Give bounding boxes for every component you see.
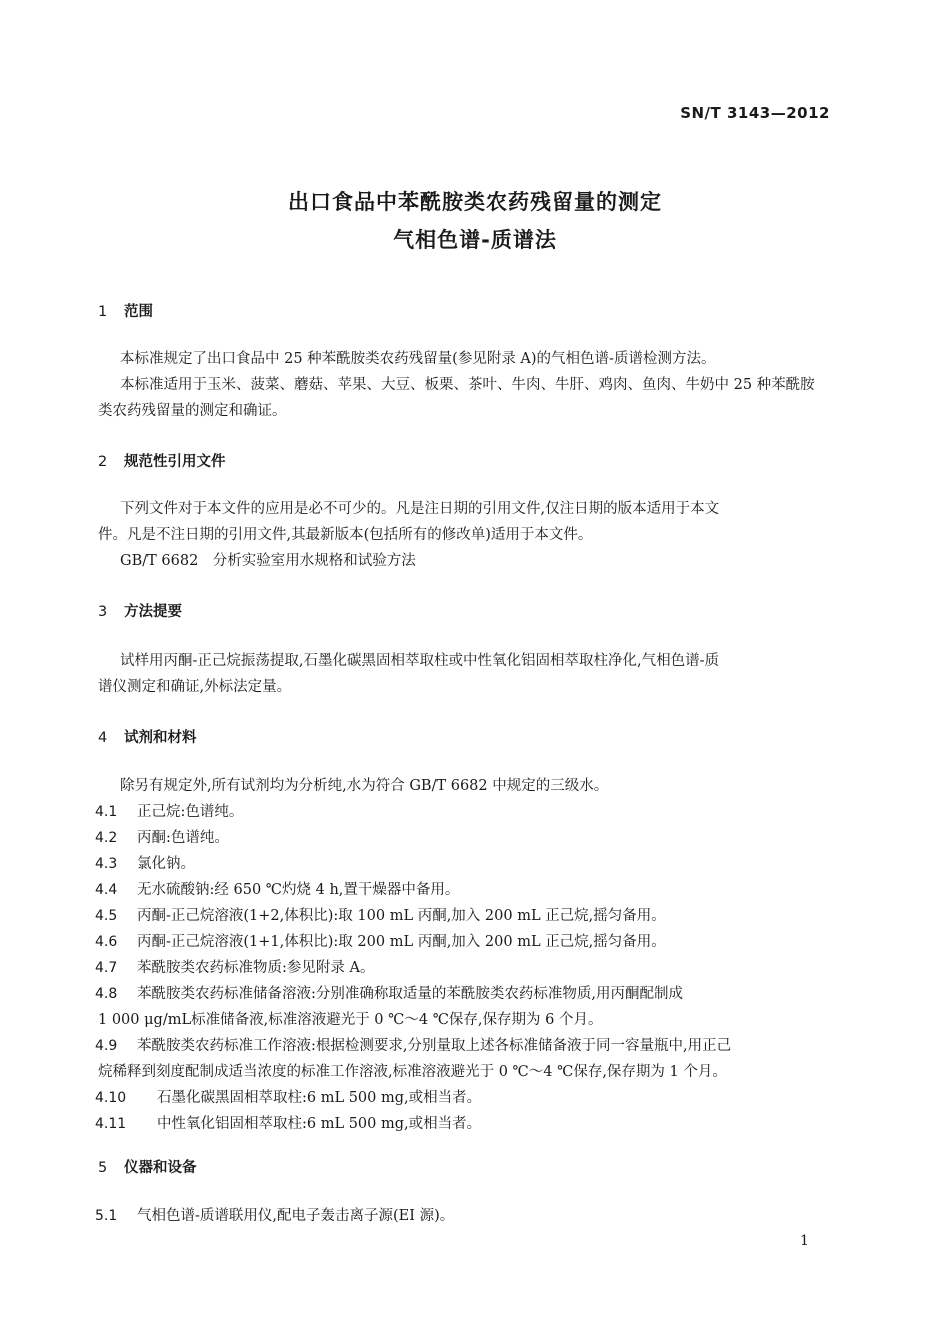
page-number: 1 (800, 1233, 809, 1249)
list-item (95, 955, 374, 981)
item-text: 中性氧化铝固相萃取柱:6 mL 500 mg,或相当者。 (157, 1116, 482, 1132)
section-number: 3 (98, 604, 108, 620)
standard-number: SN/T 3143—2012 (680, 104, 830, 122)
document-title: 出口食品中苯酰胺类农药残留量的测定 (288, 190, 662, 214)
list-item (95, 903, 666, 929)
list-item (95, 825, 229, 851)
section-heading-1 (98, 300, 153, 321)
item-text: 正己烷:色谱纯。 (137, 804, 244, 820)
section-title: 范围 (124, 304, 153, 320)
section-number: 2 (98, 454, 108, 470)
item-number: 4.9 (95, 1038, 118, 1054)
item-text: 苯酰胺类农药标准工作溶液:根据检测要求,分别量取上述各标准储备液于同一容量瓶中,用正己 (137, 1038, 732, 1054)
item-number: 5.1 (95, 1208, 118, 1224)
paragraph-continuation: 类农药残留量的测定和确证。 (98, 403, 287, 419)
list-item-continuation: 烷稀释到刻度配制成适当浓度的标准工作溶液,标准溶液避光于 0 ℃～4 ℃保存,保存期为 1 个月。 (98, 1064, 727, 1080)
item-text: 苯酰胺类农药标准储备溶液:分别准确称取适量的苯酰胺类农药标准物质,用丙酮配制成 (137, 986, 683, 1002)
paragraph: 试样用丙酮-正己烷振荡提取,石墨化碳黑固相萃取柱或中性氧化铝固相萃取柱净化,气相色谱-质 (120, 653, 720, 669)
section-heading-2 (98, 450, 226, 471)
item-number: 4.3 (95, 856, 118, 872)
paragraph-continuation: 件。凡是不注日期的引用文件,其最新版本(包括所有的修改单)适用于本文件。 (98, 527, 593, 543)
item-text: 石墨化碳黑固相萃取柱:6 mL 500 mg,或相当者。 (157, 1090, 482, 1106)
section-heading-4 (98, 726, 197, 747)
item-number: 4.1 (95, 804, 118, 820)
item-number: 4.5 (95, 908, 118, 924)
paragraph: 本标准适用于玉米、菠菜、蘑菇、苹果、大豆、板栗、茶叶、牛肉、牛肝、鸡肉、鱼肉、牛奶中 25 种苯酰胺 (120, 377, 815, 393)
list-item (95, 929, 666, 955)
normative-reference: GB/T 6682 分析实验室用水规格和试验方法 (120, 553, 416, 569)
item-text: 无水硫酸钠:经 650 ℃灼烧 4 h,置干燥器中备用。 (137, 882, 460, 898)
list-item (95, 1203, 454, 1229)
item-text: 丙酮:色谱纯。 (137, 830, 229, 846)
item-text: 苯酰胺类农药标准物质:参见附录 A。 (137, 960, 375, 976)
section-number: 5 (98, 1160, 108, 1176)
item-text: 氯化钠。 (137, 856, 195, 872)
item-number: 4.4 (95, 882, 118, 898)
list-item (95, 799, 243, 825)
item-text: 丙酮-正己烷溶液(1+1,体积比):取 200 mL 丙酮,加入 200 mL 正己烷,摇匀备用。 (137, 934, 666, 950)
section-number: 4 (98, 730, 108, 746)
item-number: 4.8 (95, 986, 118, 1002)
list-item (95, 851, 195, 877)
item-number: 4.11 (95, 1116, 127, 1132)
section-number: 1 (98, 304, 108, 320)
item-number: 4.7 (95, 960, 118, 976)
item-text: 丙酮-正己烷溶液(1+2,体积比):取 100 mL 丙酮,加入 200 mL 正己烷,摇匀备用。 (137, 908, 666, 924)
list-item (95, 1033, 731, 1059)
list-item-continuation: 1 000 μg/mL标准储备液,标准溶液避光于 0 ℃～4 ℃保存,保存期为 6 个月。 (98, 1012, 603, 1028)
section-title: 试剂和材料 (124, 730, 197, 746)
section-heading-3 (98, 600, 182, 621)
list-item (95, 981, 683, 1007)
paragraph-continuation: 谱仪测定和确证,外标法定量。 (98, 679, 292, 695)
item-number: 4.2 (95, 830, 118, 846)
list-item (95, 1111, 481, 1137)
section-title: 仪器和设备 (124, 1160, 197, 1176)
item-number: 4.10 (95, 1090, 127, 1106)
section-title: 方法提要 (124, 604, 182, 620)
list-item (95, 877, 459, 903)
section-heading-5 (98, 1156, 197, 1177)
paragraph: 除另有规定外,所有试剂均为分析纯,水为符合 GB/T 6682 中规定的三级水。 (120, 778, 609, 794)
paragraph: 下列文件对于本文件的应用是必不可少的。凡是注日期的引用文件,仅注日期的版本适用于本文 (120, 501, 720, 517)
document-subtitle: 气相色谱-质谱法 (393, 228, 557, 252)
section-title: 规范性引用文件 (124, 454, 226, 470)
item-text: 气相色谱-质谱联用仪,配电子轰击离子源(EI 源)。 (137, 1208, 455, 1224)
paragraph: 本标准规定了出口食品中 25 种苯酰胺类农药残留量(参见附录 A)的气相色谱-质谱检测方法。 (120, 351, 716, 367)
item-number: 4.6 (95, 934, 118, 950)
list-item (95, 1085, 481, 1111)
